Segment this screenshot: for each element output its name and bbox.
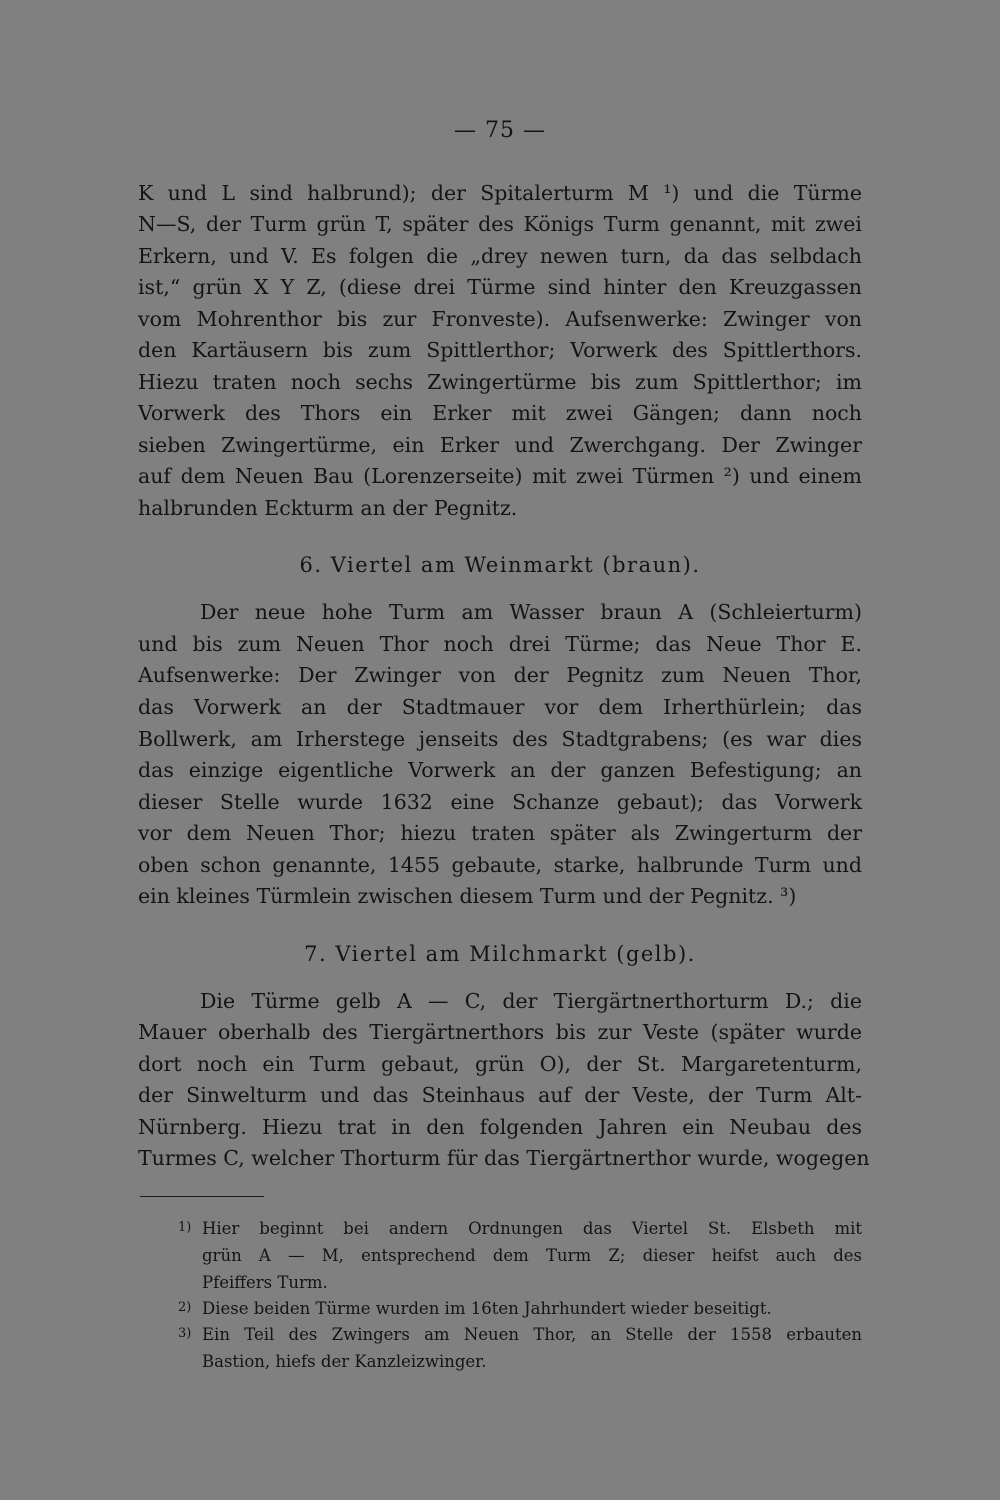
footnote-line: Diese beiden Türme wurden im 16ten Jahrhundert wieder beseitigt.	[202, 1299, 772, 1318]
text-line: halbrunden Eckturm an der Pegnitz.	[138, 496, 518, 520]
text-line: vom Mohrenthor bis zur Fronveste). Aufsenwerke: Zwinger von	[138, 307, 862, 331]
footnote-divider	[140, 1196, 264, 1197]
text-line: Mauer oberhalb des Tiergärtnerthors bis zur Veste (später wurde	[138, 1020, 862, 1044]
text-line: K und L sind halbrund); der Spitalerturm M ¹) und die Türme	[138, 181, 862, 205]
text-line: der Sinwelturm und das Steinhaus auf der Veste, der Turm Alt-	[138, 1083, 862, 1107]
text-line: Aufsenwerke: Der Zwinger von der Pegnitz zum Neuen Thor,	[138, 663, 862, 687]
text-line: den Kartäusern bis zum Spittlerthor; Vorwerk des Spittlerthors.	[138, 338, 862, 362]
footnote-line: Ein Teil des Zwingers am Neuen Thor, an Stelle der 1558 erbauten	[202, 1325, 862, 1344]
text-line: Nürnberg. Hiezu trat in den folgenden Jahren ein Neubau des	[138, 1115, 862, 1139]
text-line: Turmes C, welcher Thorturm für das Tiergärtnerthor wurde, wogegen	[138, 1146, 870, 1170]
text-line: und bis zum Neuen Thor noch drei Türme; das Neue Thor E.	[138, 632, 862, 656]
text-line: vor dem Neuen Thor; hiezu traten später als Zwingerturm der	[138, 821, 862, 845]
text-line: Erkern, und V. Es folgen die „drey newen turn, da das selbdach	[138, 244, 862, 268]
footnote-line: Bastion, hiefs der Kanzleizwinger.	[202, 1352, 487, 1371]
text-line: oben schon genannte, 1455 gebaute, starke, halbrunde Turm und	[138, 853, 862, 877]
footnote-mark: 2)	[178, 1300, 192, 1315]
text-line: ist,“ grün X Y Z, (diese drei Türme sind hinter den Kreuzgassen	[138, 275, 862, 299]
footnote-line: grün A — M, entsprechend dem Turm Z; dieser heifst auch des	[202, 1246, 862, 1265]
text-line: Bollwerk, am Irherstege jenseits des Stadtgrabens; (es war dies	[138, 727, 862, 751]
text-line: dort noch ein Turm gebaut, grün O), der St. Margaretenturm,	[138, 1052, 862, 1076]
text-line: N—S, der Turm grün T, später des Königs Turm genannt, mit zwei	[138, 212, 862, 236]
text-line: dieser Stelle wurde 1632 eine Schanze gebaut); das Vorwerk	[138, 790, 862, 814]
page-number: — 75 —	[454, 118, 546, 143]
footnote-line: Pfeiffers Turm.	[202, 1273, 328, 1292]
text-line: Vorwerk des Thors ein Erker mit zwei Gängen; dann noch	[138, 401, 862, 425]
section-heading: 6. Viertel am Weinmarkt (braun).	[299, 553, 701, 577]
footnote-mark: 1)	[178, 1220, 192, 1235]
text-line: Die Türme gelb A — C, der Tiergärtnerthorturm D.; die	[200, 989, 862, 1013]
text-line: das Vorwerk an der Stadtmauer vor dem Irherthürlein; das	[138, 695, 862, 719]
section-heading: 7. Viertel am Milchmarkt (gelb).	[304, 942, 696, 966]
text-line: ein kleines Türmlein zwischen diesem Turm und der Pegnitz. ³)	[138, 884, 797, 908]
footnote-line: Hier beginnt bei andern Ordnungen das Viertel St. Elsbeth mit	[202, 1219, 862, 1238]
text-line: Hiezu traten noch sechs Zwingertürme bis zum Spittlerthor; im	[138, 370, 862, 394]
text-line: sieben Zwingertürme, ein Erker und Zwerchgang. Der Zwinger	[138, 433, 862, 457]
text-line: Der neue hohe Turm am Wasser braun A (Schleierturm)	[200, 600, 862, 624]
text-line: auf dem Neuen Bau (Lorenzerseite) mit zwei Türmen ²) und einem	[138, 464, 862, 488]
text-line: das einzige eigentliche Vorwerk an der ganzen Befestigung; an	[138, 758, 862, 782]
footnote-mark: 3)	[178, 1326, 192, 1341]
